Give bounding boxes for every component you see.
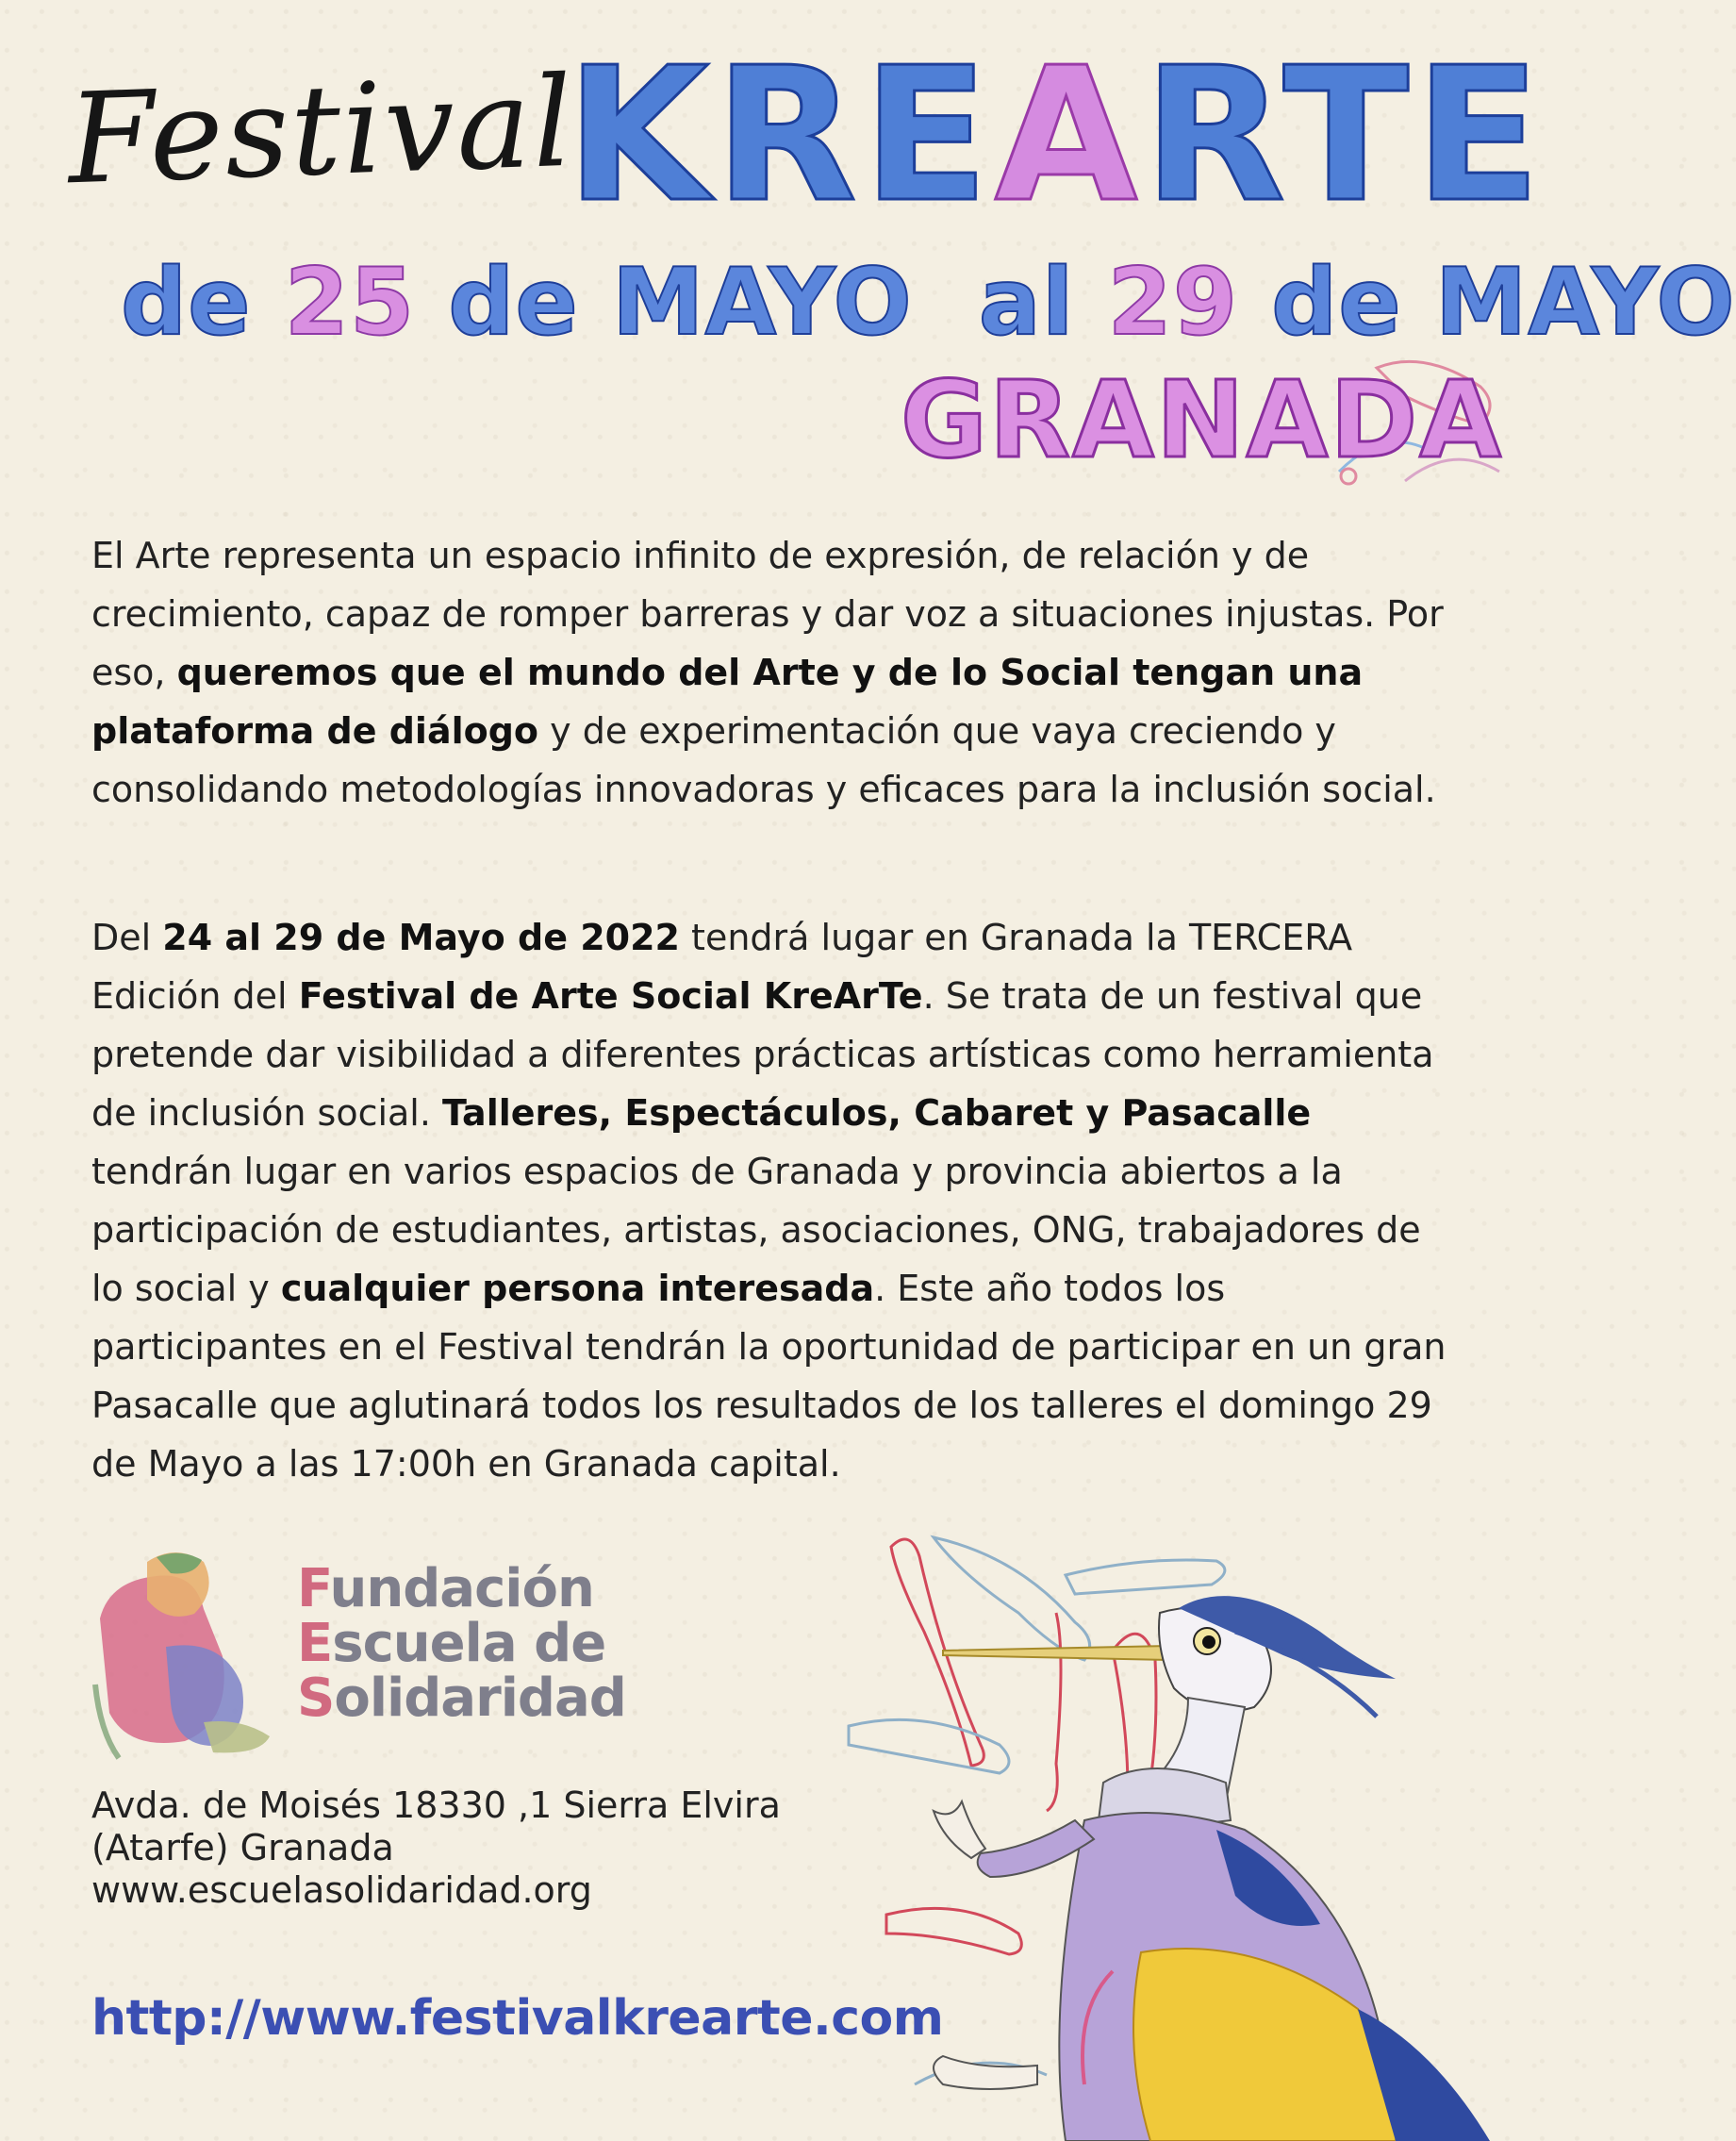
foundation-website[interactable]: www.escuelasolidaridad.org [91, 1869, 592, 1911]
details-bold-festival: Festival de Arte Social KreArTe [298, 975, 923, 1017]
details-text-1: Del [91, 917, 163, 958]
intro-paragraph [91, 526, 1449, 819]
foundation-address [91, 1784, 781, 1912]
details-text-4: tendrán lugar en varios espacios de Granada y provincia abiertos a la participación de estudiantes, artistas, asociaciones, ONG, trabajadores de lo social y [91, 1151, 1421, 1309]
festival-dates [121, 249, 1736, 357]
dates-end-month: de MAYO [1271, 249, 1736, 357]
dates-de-1: de [121, 249, 252, 357]
details-paragraph [91, 908, 1449, 1493]
logo-line-solidaridad: Solidaridad [297, 1668, 626, 1729]
address-line-1: Avda. de Moisés 18330 ,1 Sierra Elvira [91, 1784, 781, 1826]
dates-end-day: 29 [1107, 249, 1239, 357]
foundation-logo-text [297, 1558, 626, 1729]
details-text-2: tendrá lugar en Granada la TERCERA Edición del [91, 917, 1353, 1017]
festival-website-link[interactable]: http://www.festivalkrearte.com [91, 1990, 944, 2047]
details-bold-anyone: cualquier persona interesada [280, 1268, 875, 1309]
krearte-part-1: KRE [566, 28, 995, 243]
heron-juggler-illustration [830, 1519, 1509, 2141]
dates-start-month: de MAYO [448, 249, 913, 357]
krearte-part-3: RTE [1143, 28, 1547, 243]
festival-word: Festival [65, 49, 577, 213]
dates-start-day: 25 [284, 249, 416, 357]
intro-text-1: El Arte representa un espacio infinito de expresión, de relación y de crecimiento, capaz de romper barreras y dar voz a situaciones injustas. Por eso, [91, 535, 1444, 693]
city-title: GRANADA [901, 359, 1503, 482]
details-text-3: . Se trata de un festival que pretende dar visibilidad a diferentes prácticas artísticas como herramienta de inclusión social. [91, 975, 1434, 1134]
krearte-part-2: A [994, 28, 1144, 243]
dates-al: al [978, 249, 1075, 357]
intro-text-2: y de experimentación que vaya creciendo y consolidando metodologías innovadoras y eficaces para la inclusión social. [91, 710, 1436, 810]
details-bold-activities: Talleres, Espectáculos, Cabaret y Pasacalle [442, 1092, 1312, 1134]
logo-line-escuela: Escuela de [297, 1613, 606, 1674]
intro-bold-1: queremos que el mundo del Arte y de lo Social tengan una plataforma de diálogo [91, 652, 1364, 752]
details-bold-dates: 24 al 29 de Mayo de 2022 [162, 917, 680, 958]
address-line-2: (Atarfe) Granada [91, 1827, 394, 1868]
krearte-title [566, 28, 1547, 243]
details-text-5: . Este año todos los participantes en el Festival tendrán la oportunidad de participar en un gran Pasacalle que aglutinará todos los resultados de los talleres el domingo 29 de Mayo a las 17:00h en Granada capital. [91, 1268, 1447, 1485]
crouching-figure-icon [91, 1543, 279, 1760]
logo-line-fundacion: Fundación [297, 1558, 594, 1619]
